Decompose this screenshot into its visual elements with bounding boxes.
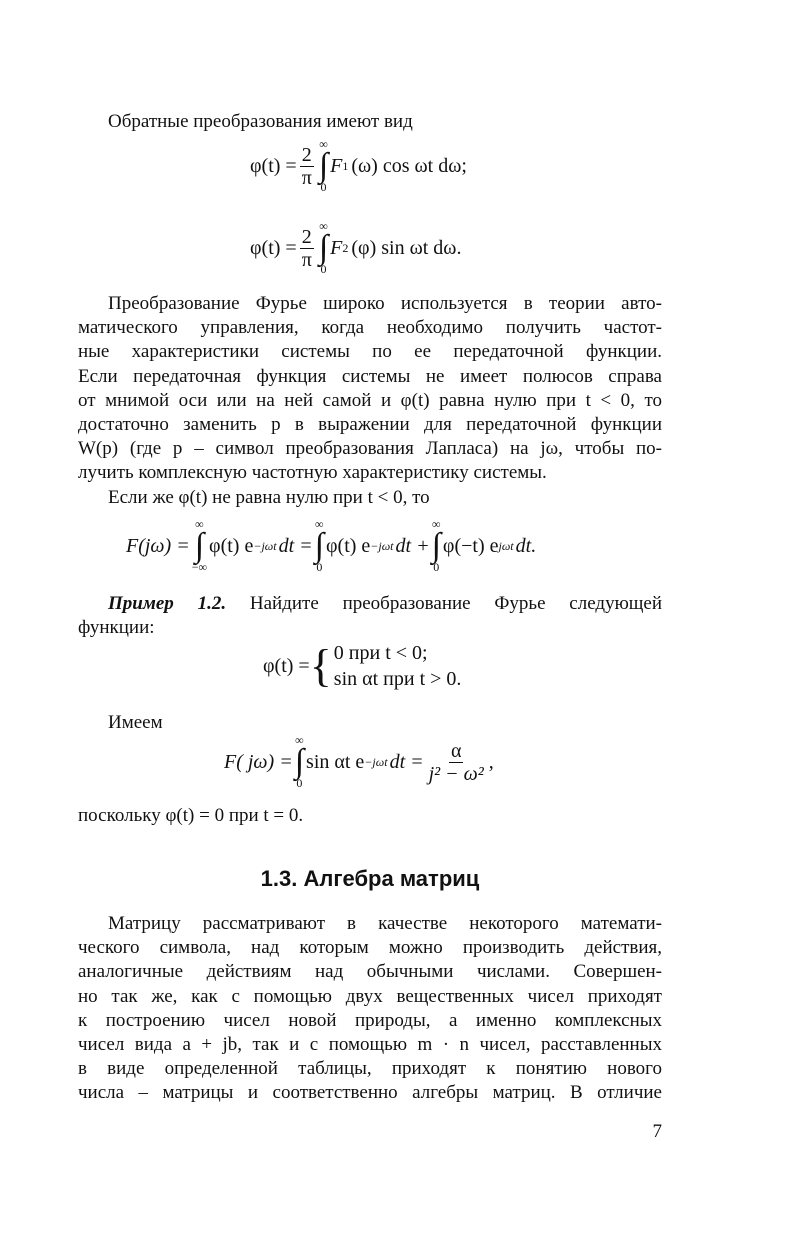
formula2-frac-num: 2 — [301, 225, 312, 248]
formula3-t2-lower: 0 — [316, 560, 323, 574]
formula1-sub: 1 — [342, 158, 349, 173]
formula3-t3-lower: 0 — [433, 560, 440, 574]
formula3-t3-body: φ(−t) e — [442, 534, 499, 557]
formula5-lower: 0 — [296, 776, 303, 790]
para1-line: достаточно заменить p в выражении для передаточной функции — [78, 414, 662, 436]
formula2-upper: ∞ — [319, 219, 328, 233]
integral-sign: ∫ — [431, 527, 441, 564]
paragraph-matrices — [78, 912, 662, 1106]
example-text-2: функции: — [78, 617, 155, 639]
formula1-f: F — [330, 154, 343, 177]
example-text-1: Найдите преобразование Фурье следующей — [226, 593, 662, 614]
formula5-exp: −jωt — [364, 754, 388, 769]
formula1-fraction — [300, 144, 314, 189]
formula3-integral-1 — [192, 518, 207, 574]
para3-line: но так же, как с помощью двух вещественных чисел приходят — [78, 985, 662, 1007]
integral-sign: ∫ — [194, 527, 205, 564]
formula-fourier-split — [126, 518, 536, 574]
example-line-1 — [78, 592, 662, 616]
formula5-integral — [295, 734, 304, 790]
para1-line: лучить комплексную частотную характеристику системы. — [78, 462, 547, 484]
para3-line: ческого символа, над которым можно производить действия, — [78, 937, 662, 959]
integral-sign: ∫ — [314, 527, 324, 564]
formula5-upper: ∞ — [295, 733, 304, 747]
formula4-case-1: 0 при t < 0; — [333, 642, 428, 664]
formula1-frac-num: 2 — [301, 143, 312, 166]
formula3-t3-tail: dt. — [515, 534, 537, 557]
formula1-frac-den: π — [301, 166, 312, 189]
formula3-t2-tail: dt + — [395, 534, 430, 557]
formula2-integral — [319, 220, 328, 276]
formula-inverse-sin — [250, 220, 461, 276]
example-block — [78, 592, 662, 640]
formula5-fraction — [427, 740, 486, 785]
formula2-frac-den: π — [301, 248, 312, 271]
formula3-lhs: F(jω) = — [126, 534, 190, 557]
section-heading: 1.3. Алгебра матриц — [260, 866, 480, 891]
integral-sign: ∫ — [318, 147, 329, 184]
left-brace: { — [309, 640, 332, 691]
formula5-tail: dt = — [389, 750, 424, 773]
page — [78, 0, 662, 1241]
formula1-upper: ∞ — [319, 137, 328, 151]
have-line: Имеем — [108, 712, 163, 733]
formula1-integral — [319, 138, 328, 194]
para1-line: от мнимой оси или на ней самой и φ(t) равна нулю при t < 0, то — [78, 389, 662, 411]
formula3-t2-body: φ(t) e — [325, 534, 371, 557]
formula5-den: j² − ω² — [428, 762, 484, 785]
formula2-fraction — [300, 226, 314, 271]
formula1-lower: 0 — [320, 180, 327, 194]
formula2-sub: 2 — [342, 240, 349, 255]
para3-line: аналогичные действиям над обычными числами. Совершен- — [78, 961, 662, 983]
paragraph-if-not-zero: Если же φ(t) не равна нулю при t < 0, то — [108, 486, 430, 508]
formula2-lhs: φ(t) = — [250, 236, 297, 259]
intro-line: Обратные преобразования имеют вид — [108, 111, 413, 132]
formula1-rest: (ω) cos ωt dω; — [351, 154, 467, 177]
formula2-f: F — [330, 236, 343, 259]
formula3-integral-3 — [432, 518, 441, 574]
para1-line: W(p) (где p – символ преобразования Лапласа) на jω, чтобы по- — [78, 438, 662, 460]
formula2-lower: 0 — [320, 262, 327, 276]
formula5-end: , — [488, 750, 494, 773]
formula3-t1-tail: dt = — [278, 534, 313, 557]
paragraph-fourier — [78, 292, 662, 510]
page-number: 7 — [652, 1121, 662, 1142]
formula3-t1-lower: −∞ — [191, 560, 208, 574]
formula5-body: sin αt e — [306, 750, 365, 773]
formula3-integral-2 — [315, 518, 324, 574]
formula3-t3-exp: jωt — [498, 538, 514, 553]
formula3-t2-exp: −jωt — [370, 538, 394, 553]
formula4-lhs: φ(t) = — [263, 654, 310, 677]
formula-inverse-cos — [250, 138, 467, 194]
formula5-num: α — [450, 739, 462, 762]
since-line: поскольку φ(t) = 0 при t = 0. — [78, 805, 304, 826]
para1-line: матического управления, когда необходимо получить частот- — [78, 317, 662, 339]
integral-sign: ∫ — [294, 743, 305, 780]
formula3-t1-exp: −jωt — [253, 538, 277, 553]
para3-line: в виде определенной таблицы, приходят к понятию нового — [78, 1058, 662, 1080]
formula2-rest: (φ) sin ωt dω. — [351, 236, 462, 259]
para3-line: числа – матрицы и соответственно алгебры матриц. В отличие — [78, 1082, 662, 1104]
para1-line: Если передаточная функция системы не имеет полюсов справа — [78, 365, 662, 387]
para1-line: Преобразование Фурье широко используется в теории авто- — [108, 293, 662, 314]
formula3-t1-upper: ∞ — [195, 517, 204, 531]
para3-line: Матрицу рассматривают в качестве некоторого математи- — [108, 913, 662, 934]
formula3-t2-upper: ∞ — [315, 517, 324, 531]
para1-line: ные характеристики системы по ее передаточной функции. — [78, 341, 662, 363]
formula1-lhs: φ(t) = — [250, 154, 297, 177]
formula4-case-2: sin αt при t > 0. — [333, 668, 462, 690]
formula3-t1-body: φ(t) e — [209, 534, 254, 557]
formula3-t3-upper: ∞ — [431, 517, 441, 531]
formula4-cases — [334, 640, 462, 692]
para3-line: к построению чисел новой природы, а именно комплексных — [78, 1009, 662, 1031]
formula5-lhs: F( jω) = — [224, 750, 293, 773]
formula-example-result — [224, 734, 494, 790]
para3-line: чисел вида a + jb, так и с помощью m · n чисел, расставленных — [78, 1034, 662, 1056]
formula-piecewise — [263, 640, 461, 692]
example-label: Пример 1.2. — [108, 593, 227, 614]
integral-sign: ∫ — [318, 229, 329, 266]
